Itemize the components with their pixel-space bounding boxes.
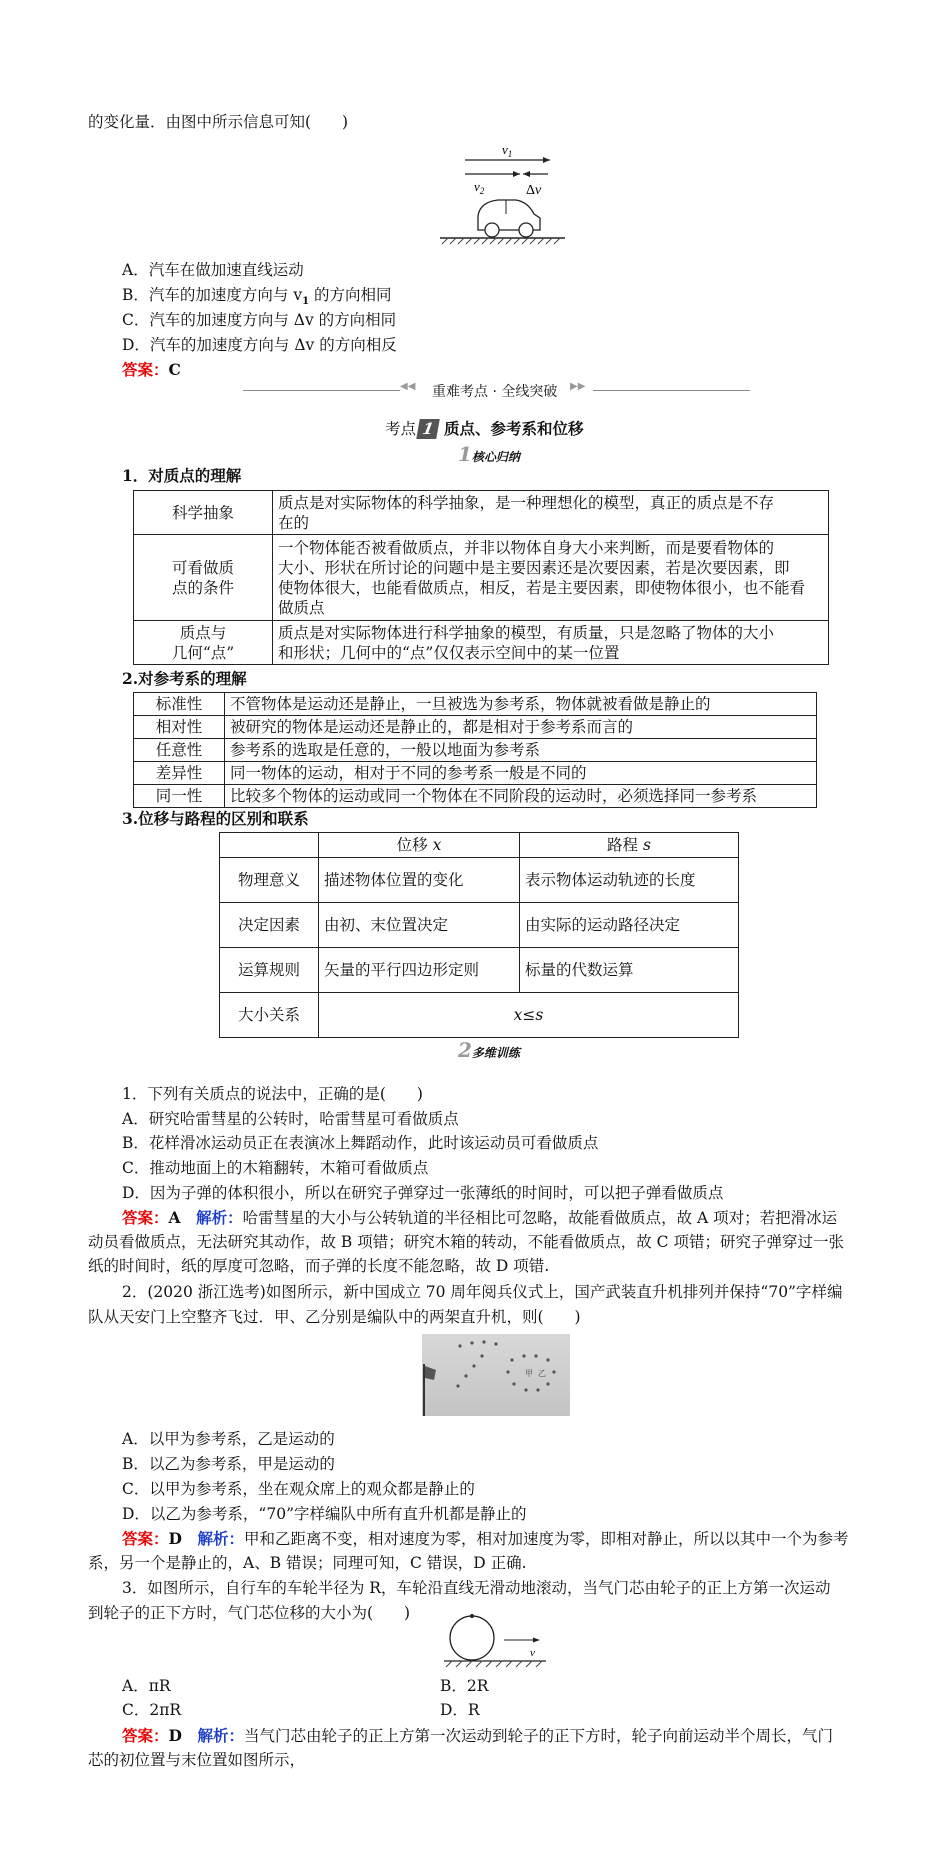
sec3-col-distance: 路程 s	[520, 833, 739, 858]
kaodian-number-badge: 1	[416, 419, 440, 439]
sec2-row-head: 同一性	[134, 785, 225, 808]
sec3-relation: x≤s	[319, 993, 739, 1038]
q3-option-d: D．R	[440, 1701, 480, 1719]
q1-explanation-line: 动员看做质点，无法研究其动作，故 B 项错；研究木箱的转动，不能看做质点，故 C 项错；研究子弹穿过一张	[88, 1233, 844, 1251]
q3-option-c: C．2πR	[122, 1701, 182, 1719]
yi-label: 乙	[538, 1369, 546, 1378]
q2-option-c: C．以甲为参考系，坐在观众席上的观众都是静止的	[122, 1480, 475, 1498]
sec2-row-body: 比较多个物体的运动或同一个物体在不同阶段的运动时，必须选择同一参考系	[225, 785, 817, 808]
car-velocity-figure	[420, 138, 580, 248]
q2-explanation-line: 系，另一个是静止的，A、B 错误；同理可知，C 错误，D 正确.	[88, 1554, 527, 1572]
sub-heading-2: 2多维训练	[458, 1038, 520, 1062]
v2-label: $v_2$	[474, 179, 485, 196]
q3-stem: 3．如图所示，自行车的车轮半径为 R，车轮沿直线无滑动地滚动，当气门芯由轮子的正上方第一次运动	[122, 1579, 831, 1597]
q0-option-a: A．汽车在做加速直线运动	[122, 261, 304, 279]
sec3-row-head: 大小关系	[220, 993, 319, 1038]
q0-option-c: C．汽车的加速度方向与 Δv 的方向相同	[122, 311, 397, 329]
sec2-row-body: 不管物体是运动还是静止，一旦被选为参考系，物体就被看做是静止的	[225, 693, 817, 716]
sec1-row2-body: 一个物体能否被看做质点，并非以物体自身大小来判断，而是要看物体的 大小、形状在所讨论的问题中是主要因素还是次要因素，若是次要因素，即 使物体很大，也能看做质点，相反，若是主要因素，即使物体很小，也不能看 做质点	[273, 535, 829, 621]
q1-option-b: B．花样滑冰运动员正在表演冰上舞蹈动作，此时该运动员可看做质点	[122, 1134, 599, 1152]
q2-option-a: A．以甲为参考系，乙是运动的	[122, 1430, 335, 1448]
wheel-icon	[450, 1616, 494, 1660]
helicopters-image	[422, 1334, 570, 1416]
v1-label: $v_1$	[502, 142, 513, 159]
q2-option-b: B．以乙为参考系，甲是运动的	[122, 1455, 335, 1473]
valve-dot	[470, 1614, 474, 1618]
sec3-cell: 由实际的运动路径决定	[520, 903, 739, 948]
wheel-figure	[440, 1613, 552, 1673]
sec3-cell: 标量的代数运算	[520, 948, 739, 993]
banner-title: 重难考点 · 全线突破	[432, 384, 558, 400]
q3-explanation-line: 芯的初位置与末位置如图所示，	[88, 1751, 306, 1769]
sec3-cell: 表示物体运动轨迹的长度	[520, 858, 739, 903]
q1-explanation-line: 纸的时间时，纸的厚度可忽略，而子弹的长度不能忽略，故 D 项错.	[88, 1257, 550, 1275]
car-icon	[478, 200, 540, 237]
q1-stem: 1．下列有关质点的说法中，正确的是( )	[122, 1085, 423, 1103]
sec2-row-head: 任意性	[134, 739, 225, 762]
sec2-table	[133, 692, 817, 808]
sec2-row-body: 参考系的选取是任意的，一般以地面为参考系	[225, 739, 817, 762]
sec3-cell: 矢量的平行四边形定则	[319, 948, 520, 993]
q3-answer: 答案：D 解析：当气门芯由轮子的正上方第一次运动到轮子的正下方时，轮子向前运动半个周长，气门	[122, 1726, 834, 1745]
q3-option-b: B．2R	[440, 1677, 489, 1695]
intro-text: 的变化量．由图中所示信息可知( )	[88, 113, 349, 131]
sec3-title: 3.位移与路程的区别和联系	[122, 809, 309, 828]
dv-label: Δv	[526, 183, 542, 198]
banner-line-right	[593, 390, 750, 391]
q2-stem: 队从天安门上空整齐飞过．甲、乙分别是编队中的两架直升机，则( )	[88, 1308, 581, 1326]
banner-chevron-right-icon: ▶▶	[570, 381, 586, 392]
q2-option-d: D．以乙为参考系，“70”字样编队中所有直升机都是静止的	[122, 1505, 527, 1523]
kaodian-heading: 考点 1 质点、参考系和位移	[385, 419, 584, 438]
q2-answer: 答案：D 解析：甲和乙距离不变，相对速度为零，相对加速度为零，即相对静止，所以以其中一个为参考	[122, 1529, 849, 1548]
sec2-row-body: 同一物体的运动，相对于不同的参考系一般是不同的	[225, 762, 817, 785]
sec3-cell: 描述物体位置的变化	[319, 858, 520, 903]
sec2-row-head: 差异性	[134, 762, 225, 785]
q2-stem: 2．(2020 浙江选考)如图所示，新中国成立 70 周年阅兵仪式上，国产武装直升机排列并保持“70”字样编	[122, 1283, 843, 1301]
q0-option-d: D．汽车的加速度方向与 Δv 的方向相反	[122, 336, 397, 354]
sec3-row-head: 运算规则	[220, 948, 319, 993]
q1-answer: 答案：A 解析：哈雷彗星的大小与公转轨道的半径相比可忽略，故能看做质点，故 A 项对；若把滑冰运	[122, 1208, 838, 1227]
sec3-table	[219, 832, 739, 1038]
sec2-row-head: 标准性	[134, 693, 225, 716]
sec2-row-body: 被研究的物体是运动还是静止的，都是相对于参考系而言的	[225, 716, 817, 739]
q1-option-c: C．推动地面上的木箱翻转，木箱可看做质点	[122, 1159, 429, 1177]
sec3-row-head: 物理意义	[220, 858, 319, 903]
sec3-row-head: 决定因素	[220, 903, 319, 948]
sec3-cell: 由初、末位置决定	[319, 903, 520, 948]
sec1-row1-head: 科学抽象	[134, 491, 273, 535]
sec1-row3-body: 质点是对实际物体进行科学抽象的模型，有质量，只是忽略了物体的大小 和形状；几何中的“点”仅仅表示空间中的某一位置	[273, 621, 829, 665]
q1-option-a: A．研究哈雷彗星的公转时，哈雷彗星可看做质点	[122, 1110, 459, 1128]
q0-answer: 答案：C	[122, 360, 181, 379]
sec1-row1-body: 质点是对实际物体的科学抽象，是一种理想化的模型，真正的质点是不存 在的	[273, 491, 829, 535]
sec2-row-head: 相对性	[134, 716, 225, 739]
banner-chevron-left-icon: ◀◀	[400, 381, 416, 392]
sec1-title: 1．对质点的理解	[122, 466, 242, 485]
jia-label: 甲	[525, 1369, 533, 1378]
q3-option-a: A．πR	[122, 1677, 171, 1695]
sub-heading-1: 1核心归纳	[458, 442, 520, 466]
q0-option-b: B．汽车的加速度方向与 $v_1$ 的方向相同	[122, 286, 392, 308]
sec2-title: 2.对参考系的理解	[122, 669, 247, 688]
sec1-table	[133, 490, 829, 665]
parade-photo	[422, 1334, 570, 1416]
wheel-velocity-label: v	[530, 1647, 535, 1659]
sec1-row2-head: 可看做质 点的条件	[134, 535, 273, 621]
sec3-col-displacement: 位移 x	[319, 833, 520, 858]
banner-line-left	[243, 390, 400, 391]
sec1-row3-head: 质点与 几何“点”	[134, 621, 273, 665]
q3-stem: 到轮子的正下方时，气门芯位移的大小为( )	[88, 1604, 411, 1622]
q1-option-d: D．因为子弹的体积很小，所以在研究子弹穿过一张薄纸的时间时，可以把子弹看做质点	[122, 1184, 724, 1202]
